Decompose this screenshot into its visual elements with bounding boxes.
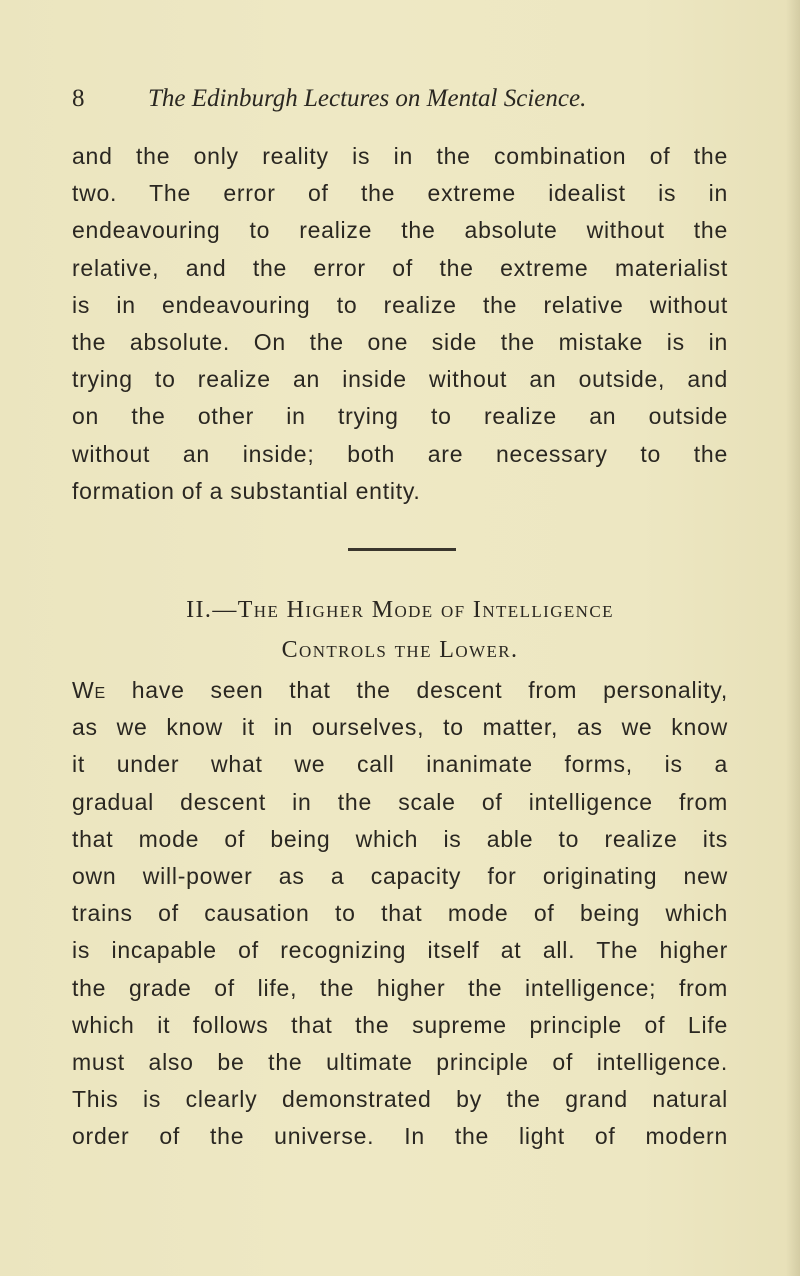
text-line: as we know it in ourselves, to matter, as we know xyxy=(72,714,728,741)
section-heading-line-2: Controls the Lower. xyxy=(281,637,519,663)
text-line: it under what we call inanimate forms, is a xyxy=(72,751,728,778)
running-head xyxy=(72,82,732,116)
page-number: 8 xyxy=(72,85,85,112)
text-line: two. The error of the extreme idealist is in xyxy=(72,180,728,207)
section-divider-rule xyxy=(348,548,456,551)
text-line: the absolute. On the one side the mistake is in xyxy=(72,328,728,355)
text-line: own will-power as a capacity for originating new xyxy=(72,862,728,889)
text-line: order of the universe. In the light of modern xyxy=(72,1123,728,1150)
text-line: trying to realize an inside without an outside, and xyxy=(72,366,728,393)
page-edge-shadow xyxy=(786,0,800,1276)
text-line: which it follows that the supreme principle of Life xyxy=(72,1011,728,1038)
text-line: that mode of being which is able to realize its xyxy=(72,825,728,852)
paragraph-2 xyxy=(72,672,728,1155)
text-line-first xyxy=(72,672,728,709)
text-line: and the only reality is in the combination of the xyxy=(72,143,728,169)
text-line: formation of a substantial entity. xyxy=(72,477,421,504)
paragraph-1 xyxy=(72,138,728,510)
text-line: trains of causation to that mode of being which xyxy=(72,900,728,927)
text-line: relative, and the error of the extreme materialist xyxy=(72,254,728,281)
text-line: gradual descent in the scale of intelligence from xyxy=(72,788,728,815)
text-line: is in endeavouring to realize the relative without xyxy=(72,291,728,318)
drop-word: We xyxy=(72,677,106,703)
first-line-rest: have seen that the descent from personality, xyxy=(105,677,728,703)
text-line: This is clearly demonstrated by the grand natural xyxy=(72,1086,728,1113)
text-line: the grade of life, the higher the intelligence; from xyxy=(72,974,728,1001)
section-heading-line-1: II.—The Higher Mode of Intelligence xyxy=(186,597,614,623)
text-line: endeavouring to realize the absolute without the xyxy=(72,217,728,244)
text-line: is incapable of recognizing itself at all. The higher xyxy=(72,937,728,964)
running-title: The Edinburgh Lectures on Mental Science. xyxy=(148,85,587,112)
text-line: without an inside; both are necessary to the xyxy=(72,440,728,467)
text-line: must also be the ultimate principle of intelligence. xyxy=(72,1048,728,1075)
text-line: on the other in trying to realize an outside xyxy=(72,403,728,430)
